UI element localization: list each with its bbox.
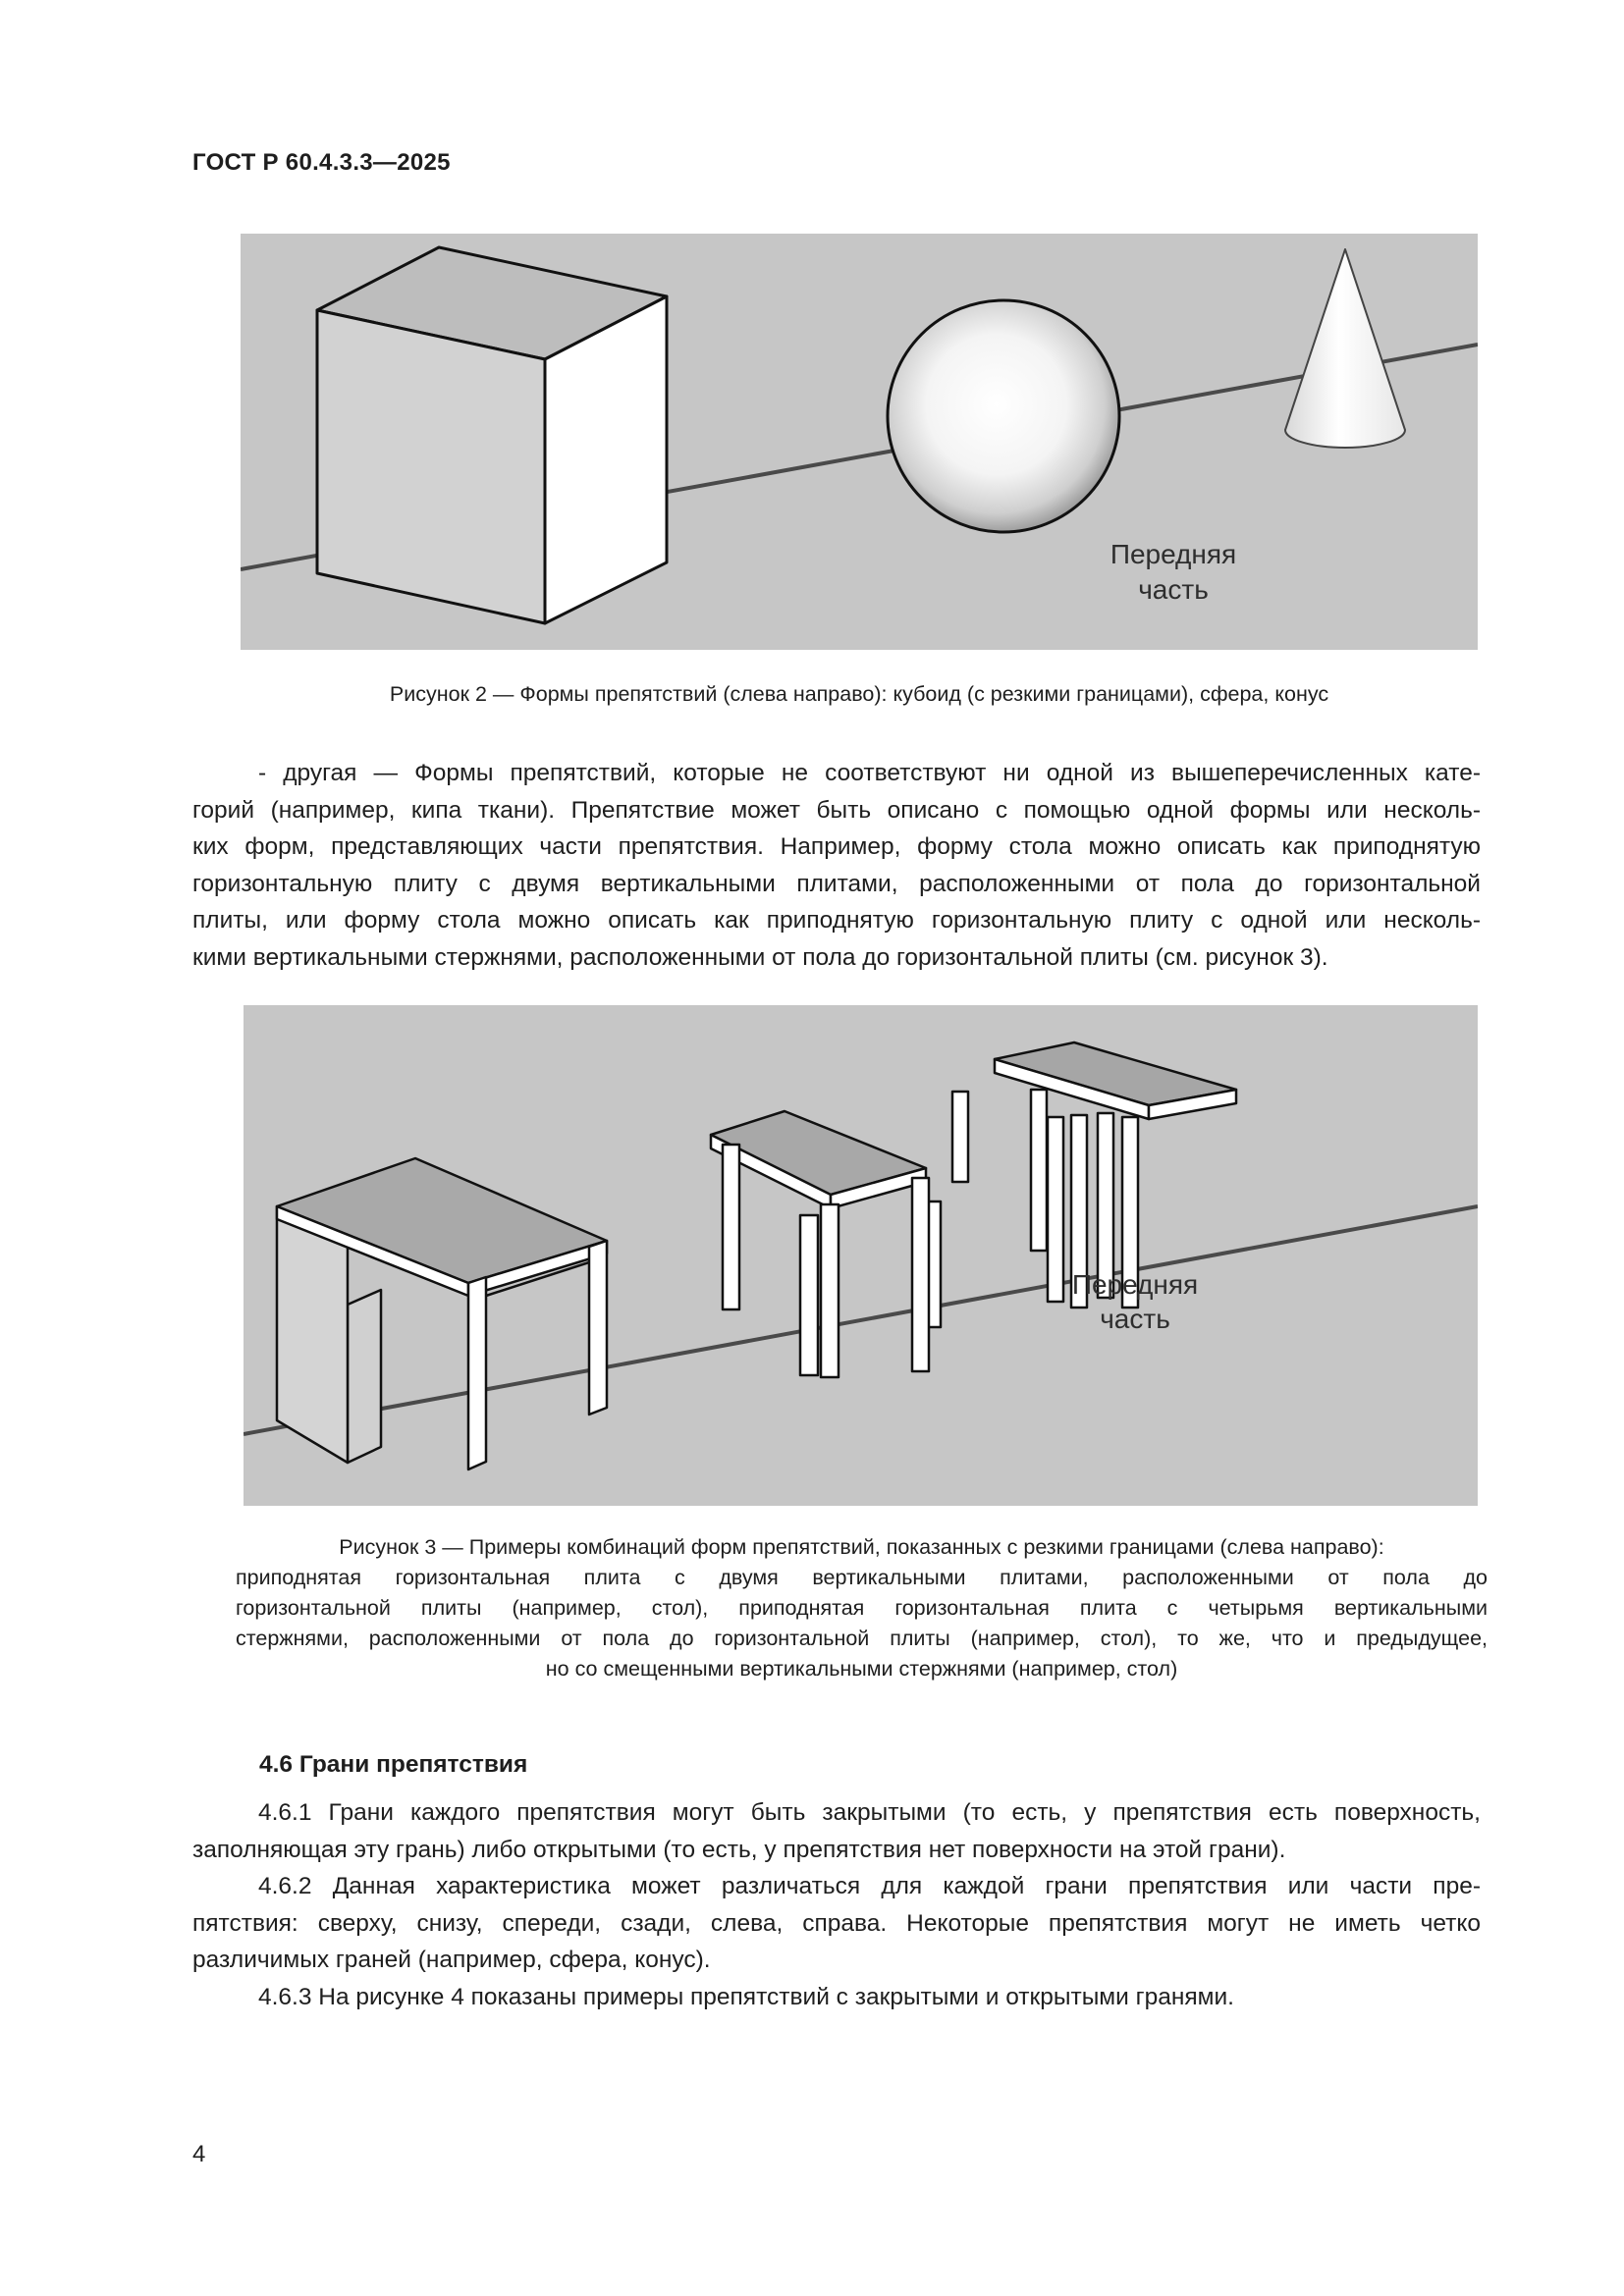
page-number: 4	[192, 2141, 206, 2167]
figure-3-caption	[236, 1532, 1488, 1684]
figure-3-image	[244, 1005, 1478, 1506]
paragraph-other-shapes	[192, 755, 1481, 977]
cuboid-shape	[317, 247, 667, 623]
caption-line: горизонтальной плиты (например, стол), приподнятая горизонтальная плита с четырьмя вертикальными	[236, 1596, 1488, 1620]
paragraph-4-6-1-line: 4.6.1 Грани каждого препятствия могут быть закрытыми (то есть, у препятствия есть поверхность,	[258, 1799, 1481, 1826]
figure-2-image	[241, 234, 1478, 650]
section-title-4-6: 4.6 Грани препятствия	[259, 1751, 528, 1778]
paragraph-line: горий (например, кипа ткани). Препятствие может быть описано с помощью одной формы или несколь-	[192, 796, 1481, 824]
paragraph-line: плиты, или форму стола можно описать как приподнятую горизонтальную плиту с одной или несколь-	[192, 907, 1481, 934]
paragraph-line: - другая — Формы препятствий, которые не соответствуют ни одной из вышеперечисленных кате-	[258, 760, 1481, 786]
section-4-6-body	[192, 1794, 1481, 2016]
figure-3-label-line1: Передняя	[1071, 1269, 1199, 1300]
caption-line: Рисунок 3 — Примеры комбинаций форм препятствий, показанных с резкими границами (слева направо):	[339, 1535, 1384, 1559]
caption-line: стержнями, расположенными от пола до горизонтальной плиты (например, стол), то же, что и предыдущее,	[236, 1627, 1488, 1650]
caption-line: приподнятая горизонтальная плита с двумя вертикальными плитами, расположенными от пола до	[236, 1566, 1488, 1589]
paragraph-line: ких форм, представляющих части препятствия. Например, форму стола можно описать как приподнятую	[192, 833, 1481, 861]
figure-2-caption: Рисунок 2 — Формы препятствий (слева направо): кубоид (с резкими границами), сфера, конус	[389, 682, 1329, 706]
document-header: ГОСТ Р 60.4.3.3—2025	[192, 149, 451, 176]
paragraph-4-6-2-line: 4.6.2 Данная характеристика может различаться для каждой грани препятствия или части пре-	[258, 1873, 1481, 1900]
paragraph-4-6-2-line: пятствия: сверху, снизу, спереди, сзади, слева, справа. Некоторые препятствия могут не иметь четко	[192, 1909, 1481, 1937]
paragraph-line: кими вертикальными стержнями, расположенными от пола до горизонтальной плиты (см. рисунок 3).	[192, 943, 1328, 971]
sphere-shape	[888, 300, 1119, 532]
paragraph-4-6-3: 4.6.3 На рисунке 4 показаны примеры препятствий с закрытыми и открытыми гранями.	[258, 1983, 1234, 2010]
figure-2-label-line2: часть	[1138, 574, 1209, 605]
paragraph-4-6-1-line: заполняющая эту грань) либо открытыми (то есть, у препятствия нет поверхности на этой грани).	[192, 1836, 1286, 1863]
paragraph-4-6-2-line: различимых граней (например, сфера, конус).	[192, 1947, 711, 1974]
figure-3-label-line2: часть	[1100, 1304, 1170, 1334]
paragraph-line: горизонтальную плиту с двумя вертикальными плитами, расположенными от пола до горизонтальной	[192, 870, 1481, 897]
caption-line: но со смещенными вертикальными стержнями (например, стол)	[545, 1657, 1178, 1681]
figure-2-label-line1: Передняя	[1110, 539, 1237, 569]
